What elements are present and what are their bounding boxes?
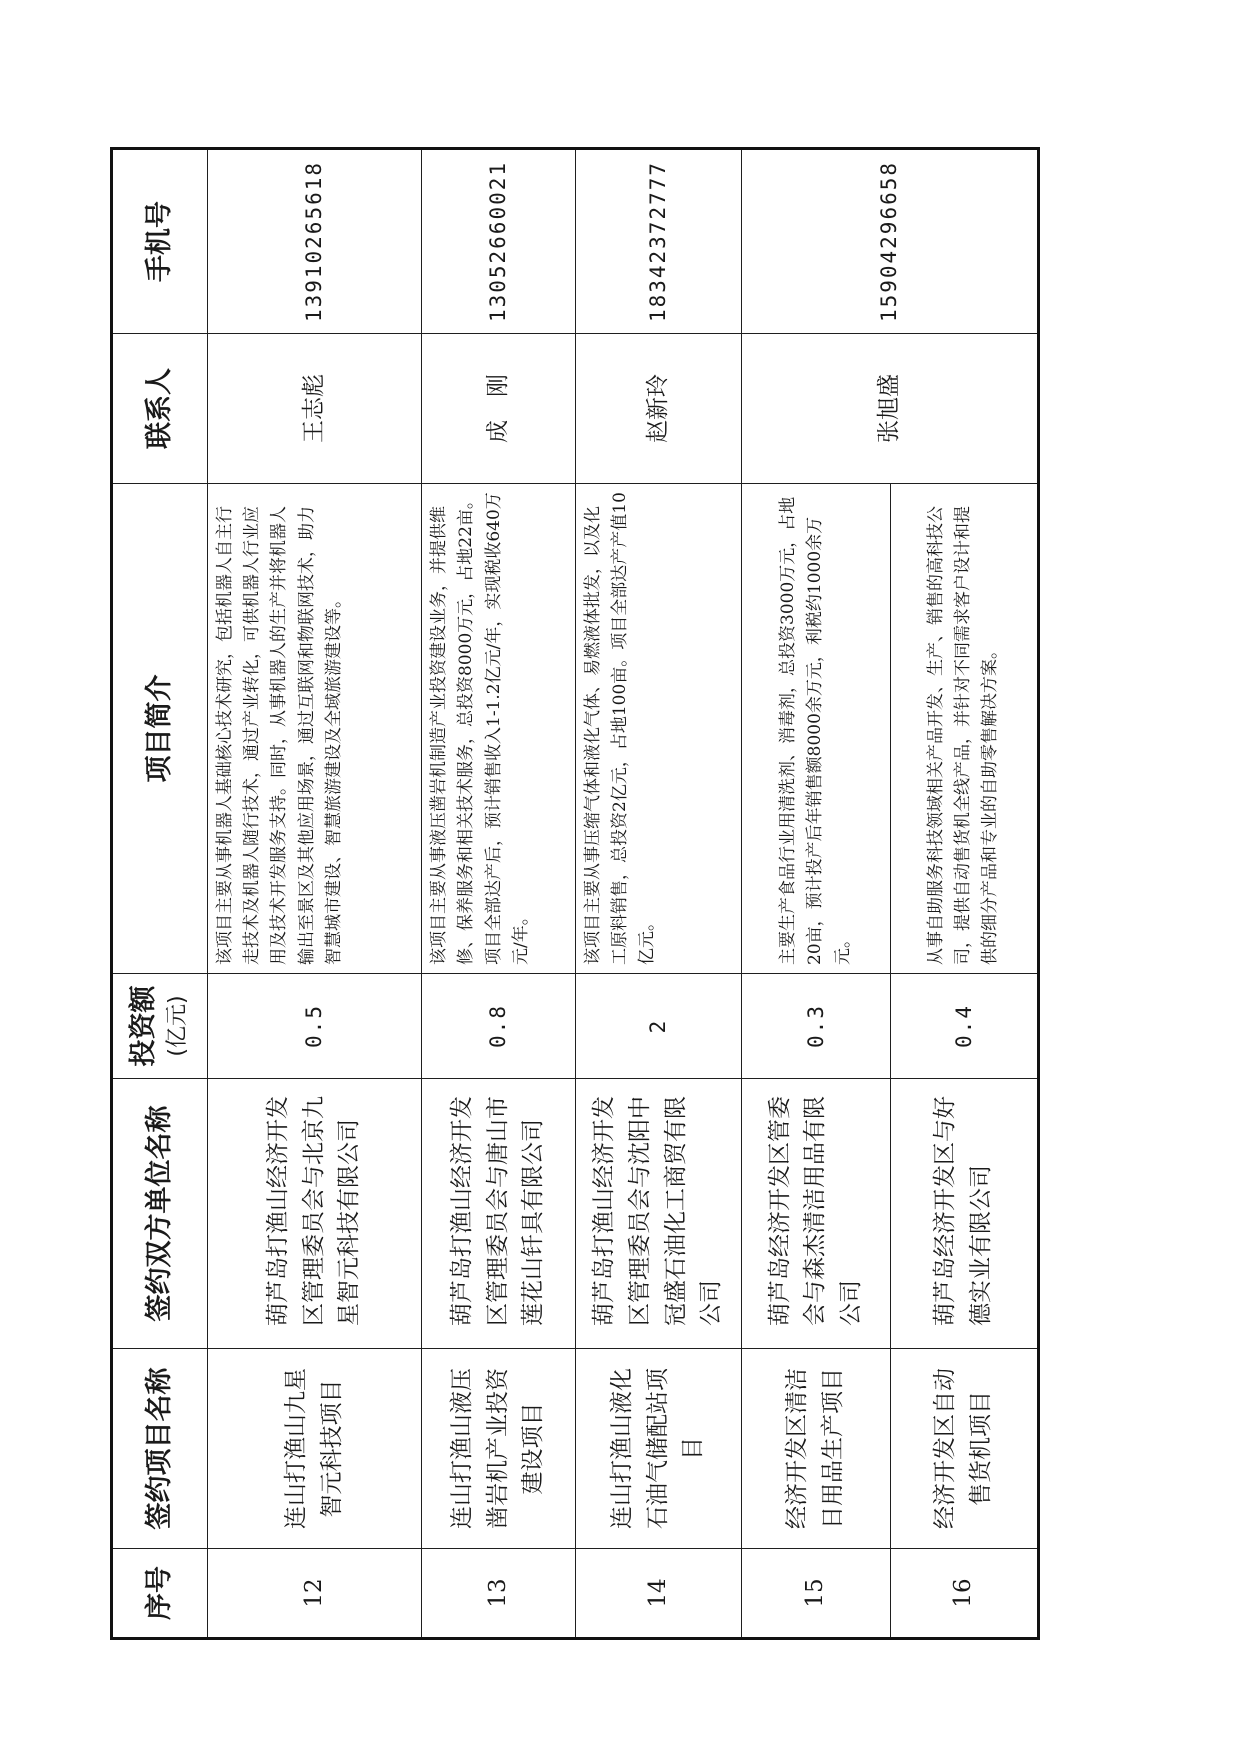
row-intro: 该项目主要从事液压凿岩机制造产业投资建设业务，并提供维修、保养服务和相关技术服务，总投资8000万元，占地22亩。项目全部达产后，预计销售收入1-1.2亿元/年，实现税收640万元/年。 bbox=[422, 484, 576, 974]
row-amount: 2 bbox=[575, 974, 741, 1079]
header-project: 签约项目名称 bbox=[112, 1349, 208, 1549]
header-parties: 签约双方单位名称 bbox=[112, 1079, 208, 1349]
header-contact: 联系人 bbox=[112, 334, 208, 484]
row-no: 12 bbox=[208, 1549, 422, 1639]
table-row bbox=[208, 149, 422, 1639]
row-contact: 王志彪 bbox=[208, 334, 422, 484]
row-contact: 赵新玲 bbox=[575, 334, 741, 484]
row-phone: 13910265618 bbox=[208, 149, 422, 334]
header-phone: 手机号 bbox=[112, 149, 208, 334]
row-phone: 18342372777 bbox=[575, 149, 741, 334]
row-contact-shared: 张旭盛 bbox=[742, 334, 1039, 484]
row-parties: 葫芦岛打渔山经济开发区管理委员会与沈阳中冠盛石油化工商贸有限公司 bbox=[575, 1079, 741, 1349]
row-no: 14 bbox=[575, 1549, 741, 1639]
row-intro: 该项目主要从事机器人基础核心技术研究，包括机器人自主行走技术及机器人随行技术，通过产业转化，可供机器人行业应用及技术开发服务支持。同时，从事机器人的生产并将机器人输出至景区及其他应用场景，通过互联网和物联网技术，助力智慧城市建设、智慧旅游建设及全域旅游建设等。 bbox=[208, 484, 422, 974]
rotated-table-page bbox=[110, 150, 1040, 1640]
row-no: 13 bbox=[422, 1549, 576, 1639]
row-intro: 从事自助服务科技领域相关产品开发、生产、销售的高科技公司，提供自动售货机全线产品，并针对不同需求客户设计和提供的细分产品和专业的自助零售解决方案。 bbox=[890, 484, 1038, 974]
row-parties: 葫芦岛打渔山经济开发区管理委员会与北京九星智元科技有限公司 bbox=[208, 1079, 422, 1349]
header-no: 序号 bbox=[112, 1549, 208, 1639]
row-no: 16 bbox=[890, 1549, 1038, 1639]
row-project: 经济开发区清洁日用品生产项目 bbox=[742, 1349, 890, 1549]
row-project: 连山打渔山液压凿岩机产业投资建设项目 bbox=[422, 1349, 576, 1549]
row-project: 经济开发区自动售货机项目 bbox=[890, 1349, 1038, 1549]
row-phone-shared: 15904296658 bbox=[742, 149, 1039, 334]
header-amount-line2: (亿元) bbox=[165, 995, 190, 1057]
row-contact: 成 刚 bbox=[422, 334, 576, 484]
row-phone: 13052660021 bbox=[422, 149, 576, 334]
header-intro: 项目简介 bbox=[112, 484, 208, 974]
table-row bbox=[422, 149, 576, 1639]
row-parties: 葫芦岛打渔山经济开发区管理委员会与唐山市莲花山钎具有限公司 bbox=[422, 1079, 576, 1349]
header-row bbox=[112, 149, 208, 1639]
row-amount: 0.5 bbox=[208, 974, 422, 1079]
row-parties: 葫芦岛经济开发区与好德实业有限公司 bbox=[890, 1079, 1038, 1349]
header-amount bbox=[112, 974, 208, 1079]
row-no: 15 bbox=[742, 1549, 890, 1639]
row-amount: 0.4 bbox=[890, 974, 1038, 1079]
table-row bbox=[742, 149, 890, 1639]
signed-projects-table bbox=[110, 147, 1040, 1640]
row-project: 连山打渔山液化石油气储配站项目 bbox=[575, 1349, 741, 1549]
table-row bbox=[575, 149, 741, 1639]
row-project: 连山打渔山九星智元科技项目 bbox=[208, 1349, 422, 1549]
row-intro: 主要生产食品行业用清洗剂、消毒剂，总投资3000万元，占地20亩，预计投产后年销售额8000余万元，利税约1000余万元。 bbox=[742, 484, 890, 974]
row-parties: 葫芦岛经济开发区管委会与森杰清洁用品有限公司 bbox=[742, 1079, 890, 1349]
header-amount-line1: 投资额 bbox=[127, 985, 159, 1067]
row-amount: 0.3 bbox=[742, 974, 890, 1079]
row-intro: 该项目主要从事压缩气体和液化气体、易燃液体批发，以及化工原料销售，总投资2亿元，占地100亩。项目全部达产产值10亿元。 bbox=[575, 484, 741, 974]
row-amount: 0.8 bbox=[422, 974, 576, 1079]
